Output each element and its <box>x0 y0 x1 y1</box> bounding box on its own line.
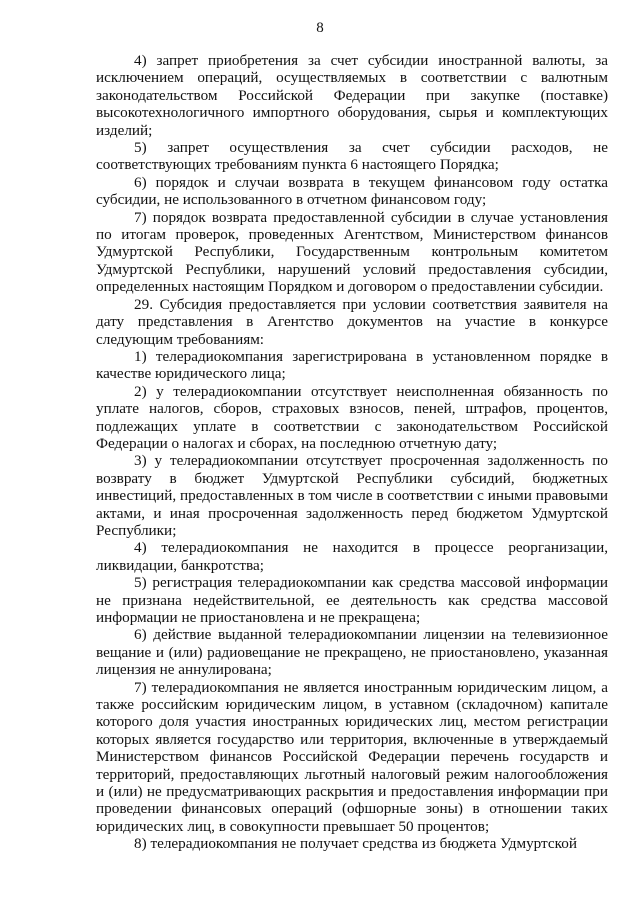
page-number: 8 <box>316 20 324 36</box>
requirement-4: 4) телерадиокомпания не находится в процессе реорганизации, ликвидации, банкротства; <box>96 539 608 574</box>
paragraph-item-4: 4) запрет приобретения за счет субсидии иностранной валюты, за исключением операций, осуществляемых в соответствии с валютным законодательством Российской Федерации при закупке (поставке) высокотехнологичного импортного оборудования, сырья и комплектующих изделий; <box>96 52 608 139</box>
requirement-8: 8) телерадиокомпания не получает средства из бюджета Удмуртской <box>134 835 577 853</box>
document-body <box>96 52 608 853</box>
requirement-3: 3) у телерадиокомпании отсутствует просроченная задолженность по возврату в бюджет Удмуртской Республики субсидий, бюджетных инвестиций, предоставленных в том числе в соответствии с иными правовыми актами, и иная просроченная задолженность перед бюджетом Удмуртской Республики; <box>96 452 608 539</box>
requirement-1: 1) телерадиокомпания зарегистрирована в установленном порядке в качестве юридического лица; <box>96 347 608 383</box>
requirement-5: 5) регистрация телерадиокомпании как средства массовой информации не признана недействительной, ее деятельность как средства массовой информации не приостановлена и не прекращена; <box>96 574 608 626</box>
requirement-2: 2) у телерадиокомпании отсутствует неисполненная обязанность по уплате налогов, сборов, страховых взносов, пеней, штрафов, процентов, подлежащих уплате в соответствии с законодательством Российской Федерации о налогах и сборах, на последнюю отчетную дату; <box>96 382 608 452</box>
paragraph-clause-29: 29. Субсидия предоставляется при условии соответствия заявителя на дату представления в Агентство документов на участие в конкурсе следующим требованиям: <box>96 295 608 348</box>
paragraph-item-7: 7) порядок возврата предоставленной субсидии в случае установления по итогам проверок, проведенных Агентством, Министерством финансов Удмуртской Республики, Государственным контрольным комитетом Удмуртской Республики, нарушений условий предоставления субсидии, определенных настоящим Порядком и договором о предоставлении субсидии. <box>96 208 608 296</box>
paragraph-item-6: 6) порядок и случаи возврата в текущем финансовом году остатка субсидии, не использованного в отчетном финансовом году; <box>96 173 608 209</box>
paragraph-item-5: 5) запрет осуществления за счет субсидии расходов, не соответствующих требованиям пункта 6 настоящего Порядка; <box>96 139 608 174</box>
requirement-6: 6) действие выданной телерадиокомпании лицензии на телевизионное вещание и (или) радиовещание не прекращено, не приостановлено, указанная лицензия не аннулирована; <box>96 626 608 679</box>
requirement-7: 7) телерадиокомпания не является иностранным юридическим лицом, а также российским юридическим лицом, в уставном (складочном) капитале которого доля участия иностранных юридических лиц, местом регистрации которых является государство или территория, включенные в утверждаемый Министерством финансов Российской Федерации перечень государств и территорий, предоставляющих льготный налоговый режим налогообложения и (или) не предусматривающих раскрытия и предоставления информации при проведении финансовых операций (офшорные зоны) в отношении таких юридических лиц, в совокупности превышает 50 процентов; <box>96 678 608 835</box>
